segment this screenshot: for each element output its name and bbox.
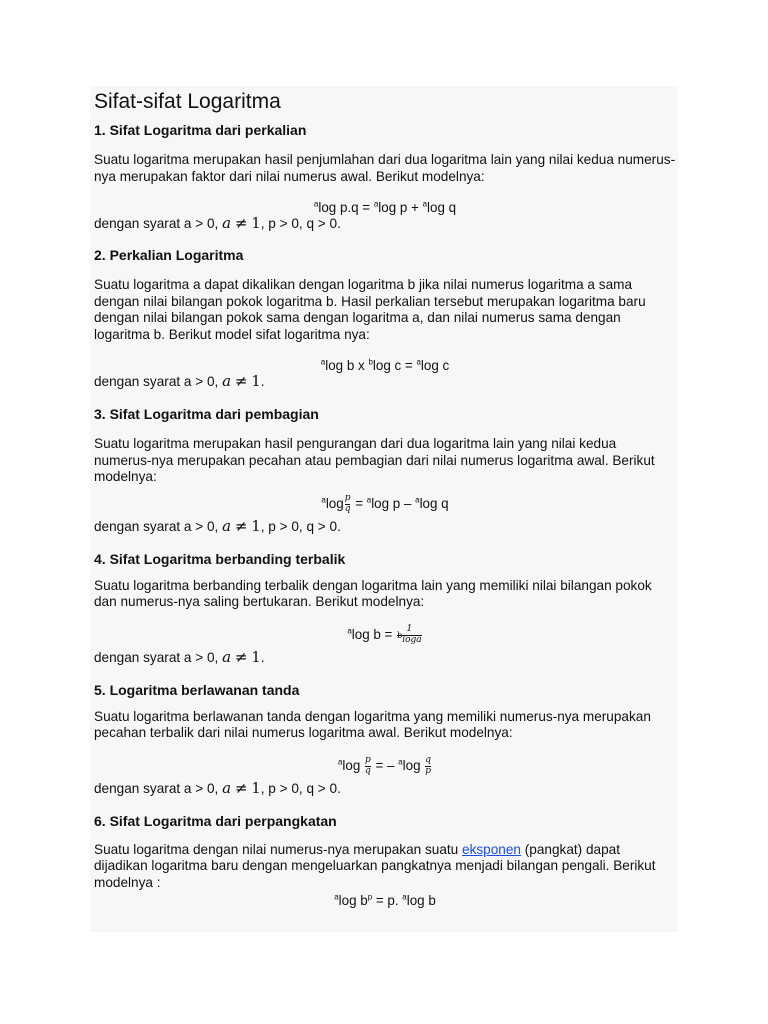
section-body: Suatu logaritma merupakan hasil pengurangan dari dua logaritma lain yang nilai kedua numerus-nya merupakan pecahan atau pembagian dari nilai numerus logaritma awal. Berikut modelnya: bbox=[94, 436, 655, 484]
condition-text: dengan syarat a > 0, a ≠ 1. bbox=[94, 372, 265, 390]
section-body: Suatu logaritma berbanding terbalik dengan logaritma lain yang memiliki nilai bilangan pokok dan numerus-nya saling bertukaran. Berikut modelnya: bbox=[94, 577, 652, 609]
page-title: Sifat-sifat Logaritma bbox=[94, 90, 281, 113]
formula: $^a$log b x $^b$log c = $^a$log c bbox=[320, 357, 450, 373]
section-body: Suatu logaritma berlawanan tanda dengan logaritma yang memiliki numerus-nya merupakan pecahan terbalik dari nilai numerus logaritma awal. Berikut modelnya: bbox=[94, 708, 651, 740]
fraction: $\frac{1}{^b\log a}$ bbox=[397, 623, 422, 645]
fraction: $\frac{q}{p}$ bbox=[425, 754, 432, 776]
section-heading: 3. Sifat Logaritma dari pembagian bbox=[94, 406, 319, 422]
section-heading: 1. Sifat Logaritma dari perkalian bbox=[94, 122, 307, 138]
condition-text: dengan syarat a > 0, a ≠ 1, p > 0, q > 0. bbox=[94, 778, 341, 797]
fraction: $\frac{p}{q}$ bbox=[344, 492, 351, 514]
condition-text: dengan syarat a > 0, a ≠ 1, p > 0, q > 0. bbox=[94, 214, 341, 232]
formula: $^a$log $b^p = p$. $^a$log b bbox=[334, 892, 436, 908]
condition-text: dengan syarat a > 0, a ≠ 1, p > 0, q > 0. bbox=[94, 516, 341, 535]
section-body: Suatu logaritma a dapat dikalikan dengan logaritma b jika nilai numerus logaritma a sama dengan nilai bilangan pokok logaritma b. Hasil perkalian tersebut merupakan logaritma baru dengan nilai bilangan pokok sama dengan logaritma a, dan nilai numerus sama dengan logaritma b. Berikut model sifat logaritma nya: bbox=[94, 277, 646, 342]
section-heading: 2. Perkalian Logaritma bbox=[94, 247, 244, 263]
section-heading: 5. Logaritma berlawanan tanda bbox=[94, 681, 300, 698]
section-body: Suatu logaritma dengan nilai numerus-nya merupakan suatu eksponen (pangkat) dapat dijadikan logaritma baru dengan mengeluarkan pangkatnya menjadi bilangan pengali. Berikut modelnya : bbox=[94, 841, 656, 890]
article bbox=[94, 88, 676, 909]
formula: $^a$log $\frac{p}{q}$ = – $^a$log $\frac{q}{p}$ bbox=[337, 754, 432, 776]
eksponen-link[interactable]: eksponen bbox=[462, 841, 521, 857]
formula: $^a$log p.q = $^a$log p + $^a$log q bbox=[313, 199, 457, 215]
formula: $^a$log b = $\frac{1}{^b\log a}$ bbox=[347, 623, 422, 645]
fraction: $\frac{p}{q}$ bbox=[365, 754, 371, 776]
section-body: Suatu logaritma merupakan hasil penjumlahan dari dua logaritma lain yang nilai kedua numerus-nya merupakan faktor dari nilai numerus awal. Berikut modelnya: bbox=[94, 152, 676, 184]
formula: $^a$log $\frac{p}{q}$ = $^a$log p – $^a$log q bbox=[321, 492, 449, 514]
section-heading: 6. Sifat Logaritma dari perpangkatan bbox=[94, 812, 337, 829]
section-heading: 4. Sifat Logaritma berbanding terbalik bbox=[94, 550, 346, 567]
condition-text: dengan syarat a > 0, a ≠ 1. bbox=[94, 647, 265, 666]
